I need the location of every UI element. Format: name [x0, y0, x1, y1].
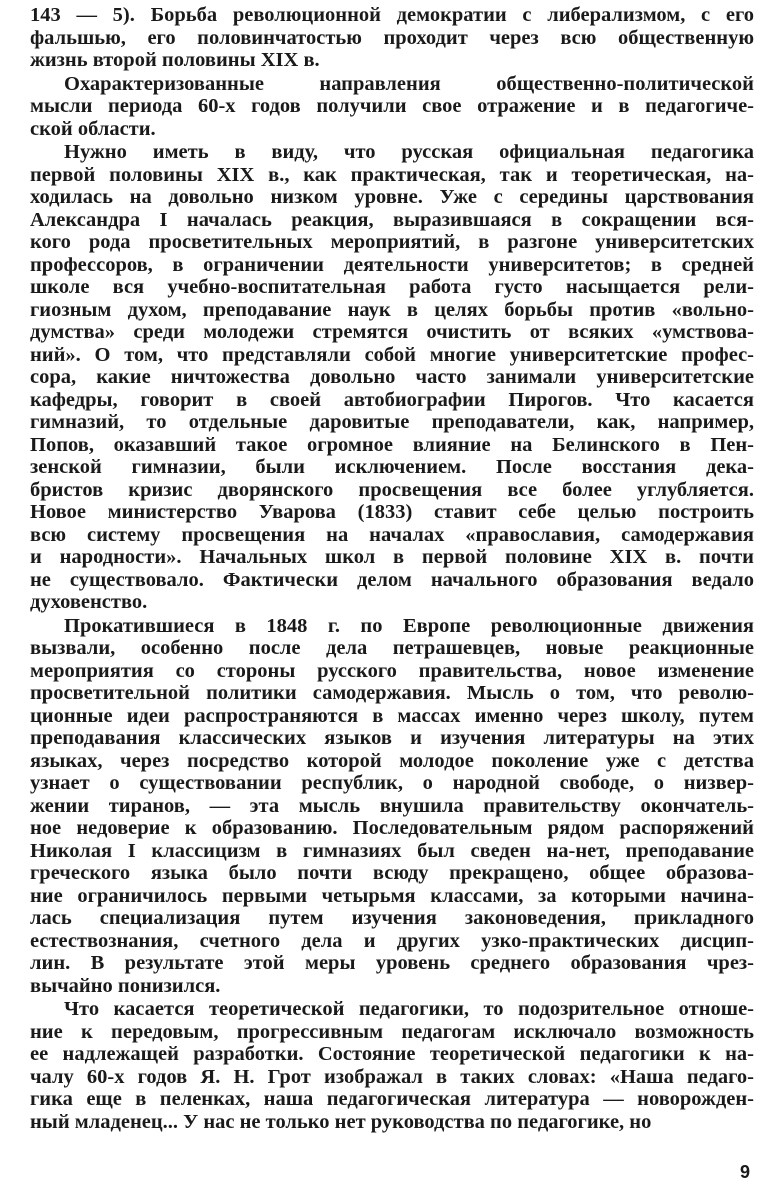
text-line: чалу 60-х годов Я. Н. Грот изображал в таких словах: «Наша педаго- [30, 1065, 754, 1088]
text-line: кафедры, говорит в своей автобиографии Пирогов. Что касается [30, 388, 754, 411]
book-page [30, 4, 754, 1184]
text-line: думства» среди молодежи стремятся очистить от всяких «умствова- [30, 321, 754, 343]
text-line: мысли периода 60-х годов получили свое отражение и в педагогиче- [30, 95, 754, 117]
text-line: зенской гимназии, были исключением. После восстания дека- [30, 456, 754, 478]
text-line: Новое министерство Уварова (1833) ставит себе целью построить [30, 501, 754, 523]
text-line: всю систему просвещения на началах «православия, самодержавия [30, 523, 754, 546]
text-line: ее надлежащей разработки. Состояние теоретической педагогики к на- [30, 1043, 754, 1065]
text-line: Николая I классицизм в гимназиях был сведен на-нет, преподавание [30, 839, 754, 862]
text-line: вычайно понизился. [30, 974, 221, 997]
text-line: гиозным духом, преподавание наук в целях борьбы против «вольно- [30, 298, 754, 321]
paragraph [30, 141, 754, 614]
text-line: и народности». Начальных школ в первой половине XIX в. почти [30, 546, 754, 568]
text-line: гимназий, то отдельные даровитые преподаватели, как, например, [30, 411, 754, 433]
text-line: Нужно иметь в виду, что русская официальная педагогика [64, 141, 754, 163]
text-line: не существовало. Фактически делом начального образования ведало [30, 568, 754, 591]
text-line: естествознания, счетного дела и других узко-практических дисцип- [30, 929, 754, 952]
text-line: Попов, оказавший такое огромное влияние на Белинского в Пен- [30, 433, 754, 456]
text-line: ние к передовым, прогрессивным педагогам исключало возможность [30, 1020, 754, 1043]
text-line: жизнь второй половины XIX в. [30, 49, 320, 71]
paragraph [30, 4, 754, 72]
text-line: ный младенец... У нас не только нет руководства по педагогике, но [30, 1110, 652, 1133]
text-line: кого рода просветительных мероприятий, в разгоне университетских [30, 231, 754, 253]
text-line: мероприятия со стороны русского правительства, новое изменение [30, 659, 754, 682]
text-line: сора, какие ничтожества довольно часто занимали университетские [30, 366, 754, 388]
text-line: узнает о существовании республик, о народной свободе, о низвер- [30, 772, 754, 794]
text-line: гика еще в пеленках, наша педагогическая литература — новорожден- [30, 1088, 754, 1110]
text-line: школе вся учебно-воспитательная работа густо насыщается рели- [30, 276, 754, 298]
paragraph [30, 73, 754, 141]
text-line: первой половины XIX в., как практическая, так и теоретическая, на- [30, 163, 754, 186]
text-line: ционные идеи распространяются в массах именно через школу, путем [30, 704, 754, 727]
text-line: фальшью, его половинчатостью проходит через всю общественную [30, 26, 754, 49]
body-text [30, 4, 754, 1133]
text-line: языках, через посредство которой молодое поколение уже с детства [30, 749, 754, 772]
text-line: ние ограничилось первыми четырьмя классами, за которыми начина- [30, 884, 754, 907]
text-line: ное недоверие к образованию. Последовательным рядом распоряжений [30, 817, 754, 839]
text-line: Охарактеризованные направления общественно-политической [64, 72, 754, 95]
paragraph [30, 615, 754, 998]
text-line: профессоров, в ограничении деятельности университетов; в средней [30, 253, 754, 276]
text-line: Александра I началась реакция, выразившаяся в сокращении вся- [30, 208, 754, 231]
text-line: ний». О том, что представляли собой многие университетские профес- [30, 343, 754, 366]
text-line: ской области. [30, 117, 156, 140]
text-line: 143 — 5). Борьба революционной демократии с либерализмом, с его [30, 4, 754, 26]
text-line: лин. В результате этой меры уровень среднего образования чрез- [30, 952, 754, 974]
page-number: 9 [739, 1162, 750, 1182]
text-line: Что касается теоретической педагогики, то подозрительное отноше- [64, 998, 754, 1020]
text-line: жении тиранов, — эта мысль внушила правительству окончатель- [30, 794, 754, 817]
text-line: греческого языка было почти всюду прекращено, общее образова- [30, 862, 754, 884]
text-line: лась специализация путем изучения законоведения, прикладного [30, 907, 754, 929]
text-line: Прокатившиеся в 1848 г. по Европе революционные движения [64, 614, 754, 637]
text-line: вызвали, особенно после дела петрашевцев, новые реакционные [30, 637, 754, 659]
text-line: ходилась на довольно низком уровне. Уже с середины царствования [30, 186, 754, 208]
text-line: духовенство. [30, 591, 148, 613]
paragraph [30, 998, 754, 1133]
text-line: бристов кризис дворянского просвещения все более углубляется. [30, 478, 754, 501]
text-line: просветительной политики самодержавия. Мысль о том, что револю- [30, 682, 754, 704]
text-line: преподавания классических языков и изучения литературы на этих [30, 727, 754, 749]
